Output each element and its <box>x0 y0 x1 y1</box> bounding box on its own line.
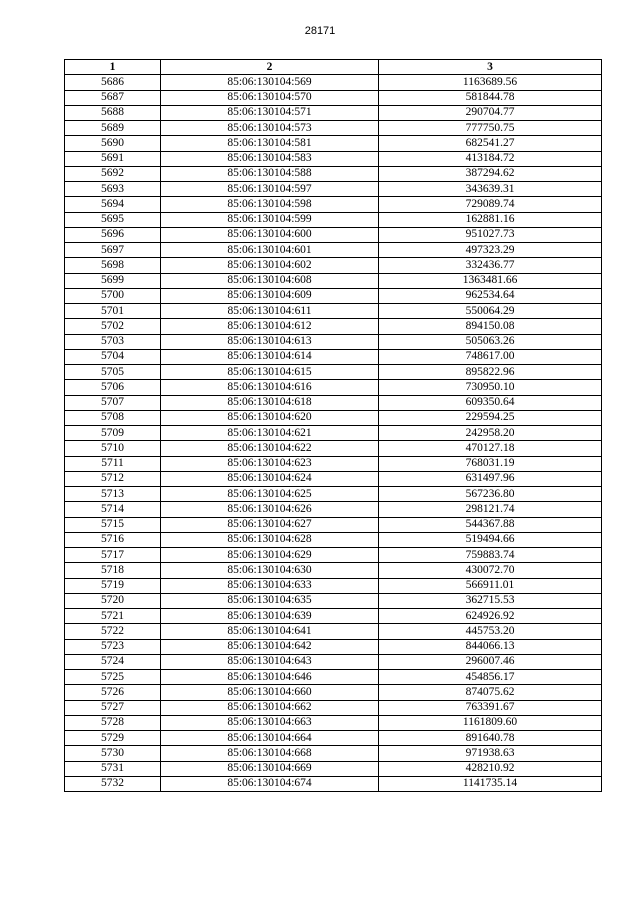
cadastral-id-cell: 85:06:130104:570 <box>161 90 379 105</box>
value-cell: 971938.63 <box>379 746 602 761</box>
table-row <box>65 304 602 319</box>
value-cell: 332436.77 <box>379 258 602 273</box>
row-number-cell: 5690 <box>65 136 161 151</box>
cadastral-id-cell: 85:06:130104:613 <box>161 334 379 349</box>
row-number-cell: 5707 <box>65 395 161 410</box>
row-number-cell: 5709 <box>65 426 161 441</box>
table-row <box>65 136 602 151</box>
value-cell: 581844.78 <box>379 90 602 105</box>
row-number-cell: 5711 <box>65 456 161 471</box>
row-number-cell: 5703 <box>65 334 161 349</box>
cadastral-id-cell: 85:06:130104:624 <box>161 471 379 486</box>
value-cell: 631497.96 <box>379 471 602 486</box>
cadastral-id-cell: 85:06:130104:616 <box>161 380 379 395</box>
cadastral-id-cell: 85:06:130104:626 <box>161 502 379 517</box>
header-row <box>65 60 602 75</box>
row-number-cell: 5730 <box>65 746 161 761</box>
value-cell: 162881.16 <box>379 212 602 227</box>
value-cell: 768031.19 <box>379 456 602 471</box>
cadastral-id-cell: 85:06:130104:662 <box>161 700 379 715</box>
row-number-cell: 5722 <box>65 624 161 639</box>
value-cell: 730950.10 <box>379 380 602 395</box>
row-number-cell: 5696 <box>65 227 161 242</box>
cadastral-id-cell: 85:06:130104:611 <box>161 304 379 319</box>
value-cell: 519494.66 <box>379 532 602 547</box>
table-row <box>65 746 602 761</box>
value-cell: 298121.74 <box>379 502 602 517</box>
value-cell: 454856.17 <box>379 670 602 685</box>
table-row <box>65 410 602 425</box>
cadastral-id-cell: 85:06:130104:600 <box>161 227 379 242</box>
row-number-cell: 5721 <box>65 609 161 624</box>
cadastral-id-cell: 85:06:130104:599 <box>161 212 379 227</box>
cadastral-id-cell: 85:06:130104:669 <box>161 761 379 776</box>
value-cell: 290704.77 <box>379 105 602 120</box>
cadastral-id-cell: 85:06:130104:573 <box>161 121 379 136</box>
cadastral-id-cell: 85:06:130104:642 <box>161 639 379 654</box>
row-number-cell: 5692 <box>65 166 161 181</box>
row-number-cell: 5689 <box>65 121 161 136</box>
cadastral-id-cell: 85:06:130104:664 <box>161 731 379 746</box>
cadastral-id-cell: 85:06:130104:623 <box>161 456 379 471</box>
value-cell: 844066.13 <box>379 639 602 654</box>
cadastral-id-cell: 85:06:130104:643 <box>161 654 379 669</box>
row-number-cell: 5693 <box>65 182 161 197</box>
table-row <box>65 532 602 547</box>
value-cell: 497323.29 <box>379 243 602 258</box>
table-header <box>65 60 602 75</box>
value-cell: 362715.53 <box>379 593 602 608</box>
value-cell: 874075.62 <box>379 685 602 700</box>
table-row <box>65 151 602 166</box>
row-number-cell: 5695 <box>65 212 161 227</box>
row-number-cell: 5691 <box>65 151 161 166</box>
cadastral-id-cell: 85:06:130104:588 <box>161 166 379 181</box>
row-number-cell: 5725 <box>65 670 161 685</box>
cadastral-id-cell: 85:06:130104:618 <box>161 395 379 410</box>
row-number-cell: 5720 <box>65 593 161 608</box>
cadastral-id-cell: 85:06:130104:614 <box>161 349 379 364</box>
row-number-cell: 5686 <box>65 75 161 90</box>
table-row <box>65 334 602 349</box>
table-row <box>65 441 602 456</box>
value-cell: 428210.92 <box>379 761 602 776</box>
table-row <box>65 121 602 136</box>
column-header-value: 3 <box>379 60 602 75</box>
table-row <box>65 685 602 700</box>
cadastral-id-cell: 85:06:130104:602 <box>161 258 379 273</box>
table-row <box>65 227 602 242</box>
cadastral-id-cell: 85:06:130104:668 <box>161 746 379 761</box>
table-row <box>65 761 602 776</box>
row-number-cell: 5731 <box>65 761 161 776</box>
table-row <box>65 609 602 624</box>
value-cell: 895822.96 <box>379 365 602 380</box>
row-number-cell: 5708 <box>65 410 161 425</box>
value-cell: 759883.74 <box>379 548 602 563</box>
value-cell: 777750.75 <box>379 121 602 136</box>
column-header-cadastral-id: 2 <box>161 60 379 75</box>
table-row <box>65 517 602 532</box>
cadastral-id-cell: 85:06:130104:625 <box>161 487 379 502</box>
row-number-cell: 5704 <box>65 349 161 364</box>
table-row <box>65 700 602 715</box>
cadastral-id-cell: 85:06:130104:660 <box>161 685 379 700</box>
row-number-cell: 5719 <box>65 578 161 593</box>
row-number-cell: 5714 <box>65 502 161 517</box>
table-row <box>65 273 602 288</box>
row-number-cell: 5712 <box>65 471 161 486</box>
cadastral-id-cell: 85:06:130104:569 <box>161 75 379 90</box>
value-cell: 343639.31 <box>379 182 602 197</box>
cadastral-value-table <box>64 59 602 792</box>
table-row <box>65 502 602 517</box>
table-row <box>65 654 602 669</box>
table-row <box>65 365 602 380</box>
table-body <box>65 75 602 792</box>
table-row <box>65 548 602 563</box>
table-row <box>65 639 602 654</box>
cadastral-id-cell: 85:06:130104:635 <box>161 593 379 608</box>
row-number-cell: 5716 <box>65 532 161 547</box>
value-cell: 748617.00 <box>379 349 602 364</box>
value-cell: 1363481.66 <box>379 273 602 288</box>
value-cell: 894150.08 <box>379 319 602 334</box>
cadastral-id-cell: 85:06:130104:633 <box>161 578 379 593</box>
table-row <box>65 395 602 410</box>
table-row <box>65 105 602 120</box>
cadastral-id-cell: 85:06:130104:674 <box>161 776 379 791</box>
value-cell: 567236.80 <box>379 487 602 502</box>
row-number-cell: 5694 <box>65 197 161 212</box>
table-row <box>65 456 602 471</box>
table-row <box>65 288 602 303</box>
cadastral-id-cell: 85:06:130104:609 <box>161 288 379 303</box>
value-cell: 891640.78 <box>379 731 602 746</box>
value-cell: 729089.74 <box>379 197 602 212</box>
page-number: 28171 <box>304 25 336 37</box>
table-row <box>65 197 602 212</box>
row-number-cell: 5729 <box>65 731 161 746</box>
table-row <box>65 715 602 730</box>
cadastral-id-cell: 85:06:130104:608 <box>161 273 379 288</box>
value-cell: 229594.25 <box>379 410 602 425</box>
cadastral-id-cell: 85:06:130104:612 <box>161 319 379 334</box>
cadastral-id-cell: 85:06:130104:629 <box>161 548 379 563</box>
table-row <box>65 258 602 273</box>
value-cell: 430072.70 <box>379 563 602 578</box>
row-number-cell: 5710 <box>65 441 161 456</box>
table-row <box>65 349 602 364</box>
row-number-cell: 5728 <box>65 715 161 730</box>
table-row <box>65 578 602 593</box>
value-cell: 763391.67 <box>379 700 602 715</box>
value-cell: 682541.27 <box>379 136 602 151</box>
row-number-cell: 5726 <box>65 685 161 700</box>
table-row <box>65 593 602 608</box>
row-number-cell: 5700 <box>65 288 161 303</box>
value-cell: 1141735.14 <box>379 776 602 791</box>
table-row <box>65 731 602 746</box>
row-number-cell: 5698 <box>65 258 161 273</box>
cadastral-id-cell: 85:06:130104:581 <box>161 136 379 151</box>
table-row <box>65 212 602 227</box>
value-cell: 413184.72 <box>379 151 602 166</box>
value-cell: 445753.20 <box>379 624 602 639</box>
value-cell: 1161809.60 <box>379 715 602 730</box>
table-row <box>65 380 602 395</box>
row-number-cell: 5717 <box>65 548 161 563</box>
cadastral-id-cell: 85:06:130104:615 <box>161 365 379 380</box>
row-number-cell: 5724 <box>65 654 161 669</box>
row-number-cell: 5723 <box>65 639 161 654</box>
row-number-cell: 5705 <box>65 365 161 380</box>
table-row <box>65 243 602 258</box>
table-row <box>65 471 602 486</box>
cadastral-id-cell: 85:06:130104:571 <box>161 105 379 120</box>
row-number-cell: 5701 <box>65 304 161 319</box>
row-number-cell: 5706 <box>65 380 161 395</box>
cadastral-id-cell: 85:06:130104:620 <box>161 410 379 425</box>
table-row <box>65 487 602 502</box>
row-number-cell: 5699 <box>65 273 161 288</box>
cadastral-id-cell: 85:06:130104:646 <box>161 670 379 685</box>
value-cell: 387294.62 <box>379 166 602 181</box>
value-cell: 624926.92 <box>379 609 602 624</box>
table-row <box>65 776 602 791</box>
row-number-cell: 5732 <box>65 776 161 791</box>
value-cell: 296007.46 <box>379 654 602 669</box>
value-cell: 242958.20 <box>379 426 602 441</box>
row-number-cell: 5687 <box>65 90 161 105</box>
table-row <box>65 624 602 639</box>
row-number-cell: 5718 <box>65 563 161 578</box>
row-number-cell: 5727 <box>65 700 161 715</box>
value-cell: 544367.88 <box>379 517 602 532</box>
row-number-cell: 5697 <box>65 243 161 258</box>
table-row <box>65 90 602 105</box>
value-cell: 609350.64 <box>379 395 602 410</box>
value-cell: 962534.64 <box>379 288 602 303</box>
table-row <box>65 166 602 181</box>
value-cell: 505063.26 <box>379 334 602 349</box>
cadastral-id-cell: 85:06:130104:641 <box>161 624 379 639</box>
value-cell: 1163689.56 <box>379 75 602 90</box>
table-row <box>65 563 602 578</box>
value-cell: 550064.29 <box>379 304 602 319</box>
value-cell: 566911.01 <box>379 578 602 593</box>
table-row <box>65 670 602 685</box>
row-number-cell: 5713 <box>65 487 161 502</box>
cadastral-id-cell: 85:06:130104:583 <box>161 151 379 166</box>
cadastral-id-cell: 85:06:130104:597 <box>161 182 379 197</box>
cadastral-id-cell: 85:06:130104:598 <box>161 197 379 212</box>
table-row <box>65 426 602 441</box>
cadastral-id-cell: 85:06:130104:628 <box>161 532 379 547</box>
cadastral-id-cell: 85:06:130104:621 <box>161 426 379 441</box>
cadastral-id-cell: 85:06:130104:622 <box>161 441 379 456</box>
cadastral-id-cell: 85:06:130104:639 <box>161 609 379 624</box>
row-number-cell: 5688 <box>65 105 161 120</box>
row-number-cell: 5715 <box>65 517 161 532</box>
table-row <box>65 319 602 334</box>
value-cell: 951027.73 <box>379 227 602 242</box>
table-row <box>65 75 602 90</box>
table-row <box>65 182 602 197</box>
value-cell: 470127.18 <box>379 441 602 456</box>
row-number-cell: 5702 <box>65 319 161 334</box>
cadastral-id-cell: 85:06:130104:627 <box>161 517 379 532</box>
cadastral-id-cell: 85:06:130104:630 <box>161 563 379 578</box>
cadastral-id-cell: 85:06:130104:663 <box>161 715 379 730</box>
column-header-number: 1 <box>65 60 161 75</box>
cadastral-id-cell: 85:06:130104:601 <box>161 243 379 258</box>
